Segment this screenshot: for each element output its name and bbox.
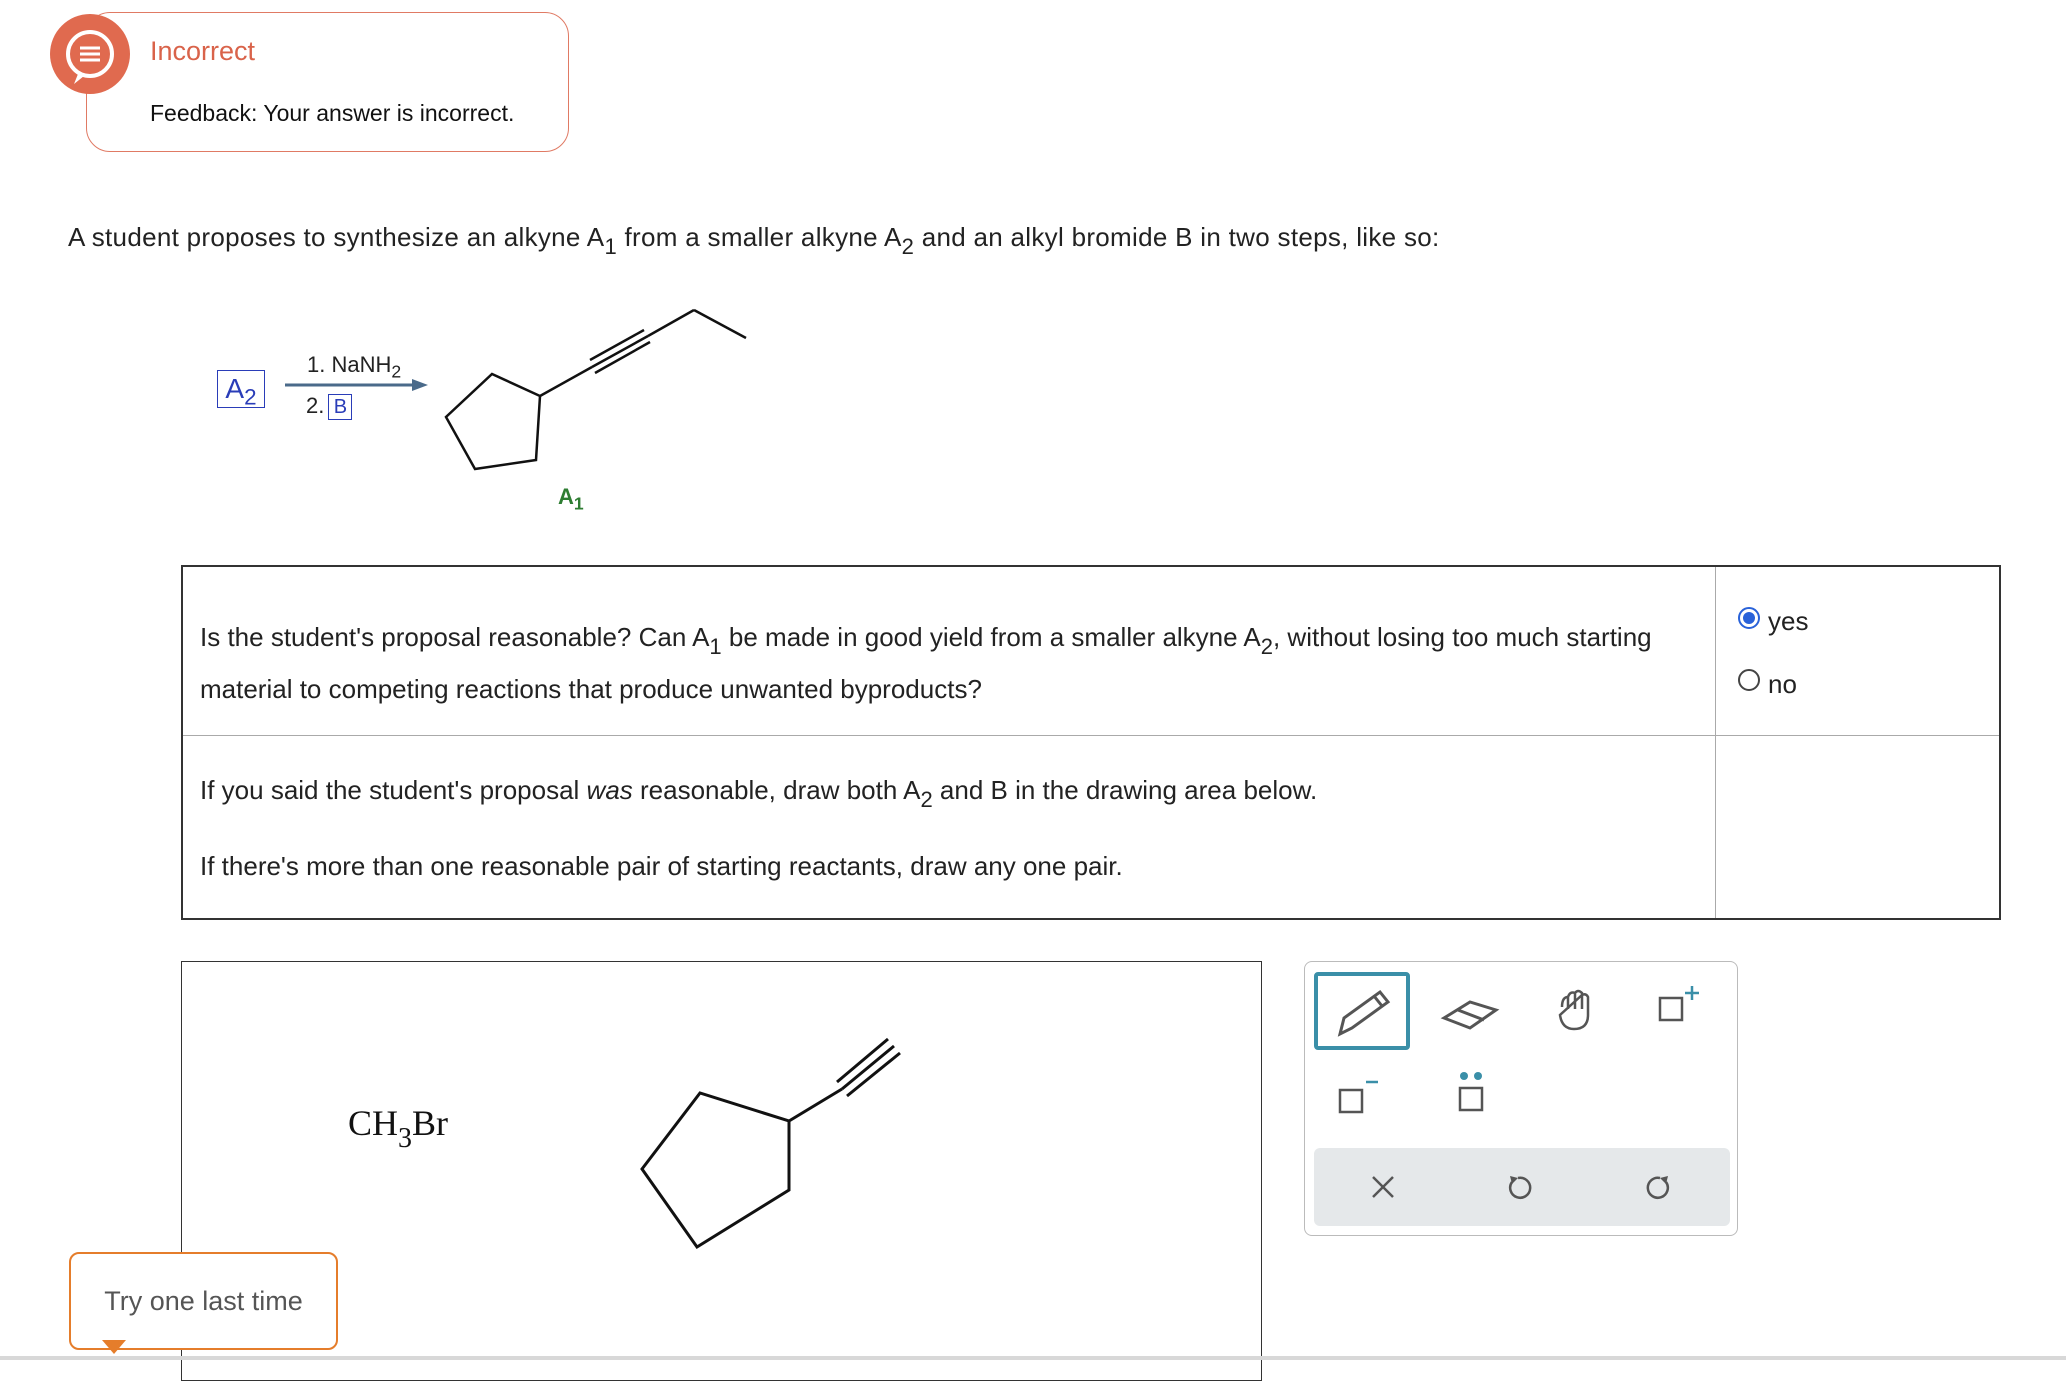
radio-no-label[interactable]: no bbox=[1768, 669, 1797, 699]
q2-text-b: reasonable, draw both A bbox=[632, 775, 921, 805]
feedback-chat-icon bbox=[50, 14, 130, 94]
intro-text-3: and an alkyl bromide B in two steps, like so: bbox=[914, 222, 1440, 252]
undo-icon[interactable] bbox=[1504, 1172, 1536, 1204]
q1-sub-1: 1 bbox=[709, 634, 722, 659]
radio-no[interactable] bbox=[1738, 669, 1760, 691]
intro-text-1: A student proposes to synthesize an alkyne A bbox=[68, 222, 605, 252]
a2-sub: 2 bbox=[244, 384, 257, 410]
minus-box-icon[interactable] bbox=[1336, 1076, 1386, 1120]
q2-emphasis: was bbox=[586, 775, 633, 805]
clear-icon[interactable] bbox=[1368, 1172, 1398, 1202]
ch3br-ch: CH bbox=[348, 1103, 399, 1143]
b-box: B bbox=[328, 394, 352, 420]
feedback-card bbox=[86, 12, 569, 152]
drawn-ch3br[interactable] bbox=[348, 1102, 449, 1154]
pencil-icon bbox=[1318, 976, 1406, 1046]
reagent-step-2 bbox=[306, 393, 352, 420]
reagent-1-sub: 2 bbox=[391, 361, 402, 382]
intro-text-2: from a smaller alkyne A bbox=[616, 222, 902, 252]
eraser-icon[interactable] bbox=[1440, 988, 1500, 1038]
question-2 bbox=[200, 775, 1318, 812]
a1-structure bbox=[430, 300, 760, 480]
q2-sub: 2 bbox=[920, 787, 933, 812]
question-1 bbox=[200, 612, 1700, 714]
a2-box bbox=[217, 370, 265, 408]
q1-text-a: Is the student's proposal reasonable? Can A bbox=[200, 622, 710, 652]
q1-text-c: , without losing too much starting material to competing reactions that produce unwanted byproducts? bbox=[200, 622, 1652, 704]
q2-text-c: and B in the drawing area below. bbox=[932, 775, 1318, 805]
lone-pair-icon[interactable] bbox=[1452, 1068, 1492, 1120]
hand-icon[interactable] bbox=[1552, 985, 1600, 1037]
a2-label: A bbox=[225, 373, 245, 404]
intro-sub-1: 1 bbox=[604, 234, 617, 259]
table-divider-v bbox=[1715, 567, 1716, 918]
feedback-title: Incorrect bbox=[150, 36, 256, 66]
a1-label bbox=[558, 484, 584, 514]
reaction-arrow bbox=[280, 375, 430, 395]
table-divider-h bbox=[183, 735, 1999, 736]
reagent-1-text: 1. NaNH bbox=[307, 352, 392, 377]
ch3br-sub: 3 bbox=[398, 1123, 413, 1154]
reagent-2-text: 2. bbox=[306, 393, 325, 418]
problem-intro bbox=[68, 222, 1440, 259]
radio-yes[interactable] bbox=[1738, 607, 1760, 629]
bottom-divider bbox=[0, 1356, 2066, 1360]
q1-sub-2: 2 bbox=[1260, 634, 1273, 659]
pencil-tool-button[interactable] bbox=[1314, 972, 1410, 1050]
ch3br-br: Br bbox=[412, 1103, 449, 1143]
a1-sub: 1 bbox=[573, 493, 584, 514]
feedback-message: Feedback: Your answer is incorrect. bbox=[150, 100, 515, 126]
q2-text-a: If you said the student's proposal bbox=[200, 775, 587, 805]
try-button-tail bbox=[102, 1340, 126, 1354]
drawn-ethynylcyclopentane[interactable] bbox=[630, 1030, 920, 1260]
a1-letter: A bbox=[558, 484, 574, 509]
radio-yes-label[interactable]: yes bbox=[1768, 606, 1809, 636]
try-again-button[interactable]: Try one last time bbox=[69, 1252, 338, 1350]
plus-box-icon[interactable] bbox=[1656, 982, 1708, 1030]
question-3: If there's more than one reasonable pair of starting reactants, draw any one pair. bbox=[200, 851, 1123, 881]
q1-text-b: be made in good yield from a smaller alkyne A bbox=[721, 622, 1261, 652]
redo-icon[interactable] bbox=[1642, 1172, 1674, 1204]
intro-sub-2: 2 bbox=[901, 234, 915, 259]
